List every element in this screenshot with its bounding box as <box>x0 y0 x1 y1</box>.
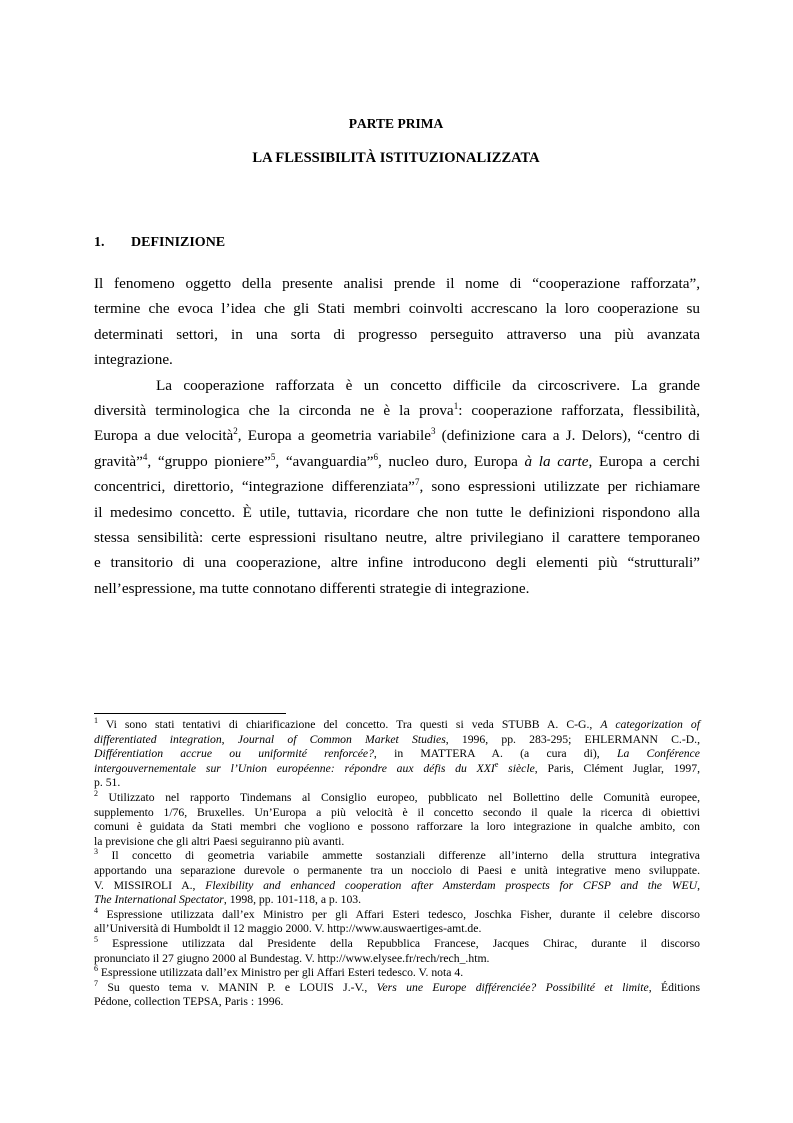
italic-phrase: intergouvernementale sur l’Union européenne: répondre aux défis du XXI <box>94 761 495 775</box>
footnote-ref[interactable]: 4 <box>142 451 148 462</box>
text-run: diversità terminologica che la circonda ne è la prova <box>94 402 454 420</box>
footnote-line: supplemento 1/76, Bruxelles. Un’Europa a più velocità è il concetto secondo il quale la ricerca di obiettivi <box>94 805 700 819</box>
text-run: V. MISSIROLI A., <box>94 878 206 892</box>
footnote-line: apportando una separazione durevole o permanente tra un nocciolo di Paesi e unità integrative meno sviluppate. <box>94 863 700 877</box>
italic-phrase: Différentiation accrue ou uniformité renforcée? <box>94 747 374 761</box>
text-run: Europa a due velocità <box>94 427 234 445</box>
footnote-line <box>94 747 700 762</box>
footnote-ref[interactable]: 7 <box>414 477 420 488</box>
footnote-marker: 5 <box>94 935 98 945</box>
footnote-marker: 3 <box>94 847 98 857</box>
footnote-line <box>94 718 700 733</box>
text-run: , Europa a geometria variabile <box>237 427 431 445</box>
footnote-ref[interactable]: 6 <box>373 451 379 462</box>
text-run: Espressione utilizzata dal Presidente della Repubblica Francese, Jacques Chirac, durante il discorso <box>98 936 700 950</box>
italic-phrase: Journal of Common Market Studies <box>237 732 446 746</box>
body-line: determinati settori, in una sorta di progresso perseguito attraverso una più avanzata <box>94 325 700 343</box>
italic-phrase: La Conférence <box>616 747 700 761</box>
part-heading-initial: P <box>348 116 358 131</box>
body-text <box>94 271 700 601</box>
footnote-ref[interactable]: 1 <box>453 400 459 411</box>
italic-phrase: siècle <box>498 761 535 775</box>
text-run: , in MATTERA A. (a cura di), <box>373 747 617 761</box>
footnote-line <box>94 978 700 996</box>
text-run: Espressione utilizzata dall’ex Ministro per gli Affari Esteri tedesco, Joschka Fisher, durante il celebre discorso <box>98 907 700 921</box>
footnote-marker: 4 <box>94 905 98 915</box>
body-line <box>94 449 700 474</box>
footnotes <box>94 718 700 1010</box>
text-run: , “avanguardia” <box>275 452 374 470</box>
footnote-ref[interactable]: 3 <box>430 426 436 437</box>
text-run: , 1996, pp. 283-295; EHLERMANN C.-D., <box>445 732 701 746</box>
body-line: il medesimo concetto. È utile, tuttavia, ricordare che non tutte le definizioni rispondono alla <box>94 503 700 521</box>
footnote-line: pronunciato il 27 giugno 2000 al Bundestag. V. http://www.elysee.fr/rech/rech_.htm. <box>94 951 490 965</box>
footnote-line <box>94 893 700 908</box>
text-run: , “gruppo pioniere” <box>147 452 271 470</box>
text-run: : cooperazione rafforzata, flessibilità, <box>458 402 700 420</box>
footnote-separator <box>94 713 286 714</box>
part-heading-rest-2: RIMA <box>405 116 444 131</box>
section-title-rest: EFINIZIONE <box>141 235 226 250</box>
footnote-line <box>94 937 700 952</box>
footnote-marker: 1 <box>94 716 98 726</box>
footnote-ref[interactable]: 5 <box>270 451 276 462</box>
footnote-ref[interactable]: 2 <box>233 426 238 437</box>
body-line: La cooperazione rafforzata è un concetto difficile da circoscrivere. La grande <box>156 376 700 394</box>
part-heading-rest: ARTE <box>357 116 395 131</box>
body-line <box>94 398 700 423</box>
section-heading <box>94 235 225 251</box>
body-line: termine che evoca l’idea che gli Stati membri coinvolti accrescano la loro cooperazione su <box>94 300 700 318</box>
footnote-line: all’Università di Humboldt il 12 maggio 2000. V. http://www.auswaertiges-amt.de. <box>94 922 482 936</box>
italic-phrase: The International Spectator <box>94 893 224 907</box>
part-heading-initial-2: P <box>394 116 406 131</box>
footnote-line: la previsione che gli altri Paesi seguiranno più avanti. <box>94 834 345 848</box>
footnote-line <box>94 849 700 864</box>
italic-phrase: Flexibility and enhanced cooperation after Amsterdam prospects for CFSP and the WEU <box>205 878 698 892</box>
section-number: 1. <box>94 235 105 250</box>
footnote-marker: 6 <box>94 964 98 974</box>
text-run: Vi sono stati tentativi di chiarificazione del concetto. Tra questi si veda STUBB A. C-G., <box>98 718 601 731</box>
footnote-marker: 2 <box>94 789 98 799</box>
part-heading <box>94 116 698 132</box>
superscript: e <box>494 759 499 769</box>
body-line <box>94 474 700 499</box>
text-run: Su questo tema v. MANIN P. e LOUIS J.-V., <box>98 980 377 994</box>
text-run: , <box>697 878 701 892</box>
text-run: Utilizzato nel rapporto Tindemans al Consiglio europeo, pubblicato nel Bollettino delle Comunità europee, <box>98 790 700 804</box>
footnote-marker: 7 <box>94 978 98 988</box>
footnote-line: comuni è guidata da Stati membri che vogliono e possono rafforzare la loro integrazione in qualche ambito, con <box>94 820 700 834</box>
text-run: , Éditions <box>648 980 700 994</box>
text-run: , <box>221 732 238 746</box>
footnote-line <box>94 759 700 777</box>
page-title: LA FLESSIBILITÀ ISTITUZIONALIZZATA <box>252 150 540 166</box>
italic-phrase: A categorization of <box>600 718 701 731</box>
text-run: , Europa a cerchi <box>588 452 700 470</box>
footnote-line <box>94 966 700 981</box>
text-run: , nucleo duro, Europa <box>378 452 525 470</box>
footnote-line <box>94 791 700 806</box>
text-run: , sono espressioni utilizzate per richiamare <box>419 478 701 496</box>
text-run: Il concetto di geometria variabile ammette sostanziali differenze all’interno della struttura integrativa <box>98 849 700 863</box>
italic-phrase: differentiated integration <box>94 732 222 746</box>
footnote-line: Pédone, collection TEPSA, Paris : 1996. <box>94 995 284 1009</box>
text-run: , Paris, Clément Juglar, 1997, <box>534 761 700 775</box>
body-line: nell’espressione, ma tutte connotano differenti strategie di integrazione. <box>94 579 530 597</box>
text-run: gravità” <box>94 452 143 470</box>
footnote-line: p. 51. <box>94 776 121 790</box>
body-line: integrazione. <box>94 351 173 369</box>
body-line: Il fenomeno oggetto della presente analisi prende il nome di “cooperazione rafforzata”, <box>94 275 700 292</box>
italic-phrase: Vers une Europe différenciée? Possibilité et limite <box>376 980 649 994</box>
italic-phrase: à la carte <box>524 452 589 470</box>
section-title-initial: D <box>131 235 142 250</box>
footnote-line <box>94 733 700 748</box>
body-line <box>94 423 700 448</box>
footnote-line <box>94 879 700 894</box>
body-line: e transitorio di una cooperazione, altre infine introducono degli elementi più “strutturali” <box>94 554 700 572</box>
text-run: (definizione cara a J. Delors), “centro di <box>435 427 700 445</box>
text-run: , 1998, pp. 101-118, a p. 103. <box>223 893 362 907</box>
text-run: concentrici, direttorio, “integrazione differenziata” <box>94 478 415 496</box>
body-line: stessa sensibilità: certe espressioni risultano neutre, altre privilegiano il carattere temporaneo <box>94 529 700 547</box>
text-run: Espressione utilizzata dall’ex Ministro per gli Affari Esteri tedesco. V. nota 4. <box>98 966 464 980</box>
footnote-line <box>94 905 700 923</box>
